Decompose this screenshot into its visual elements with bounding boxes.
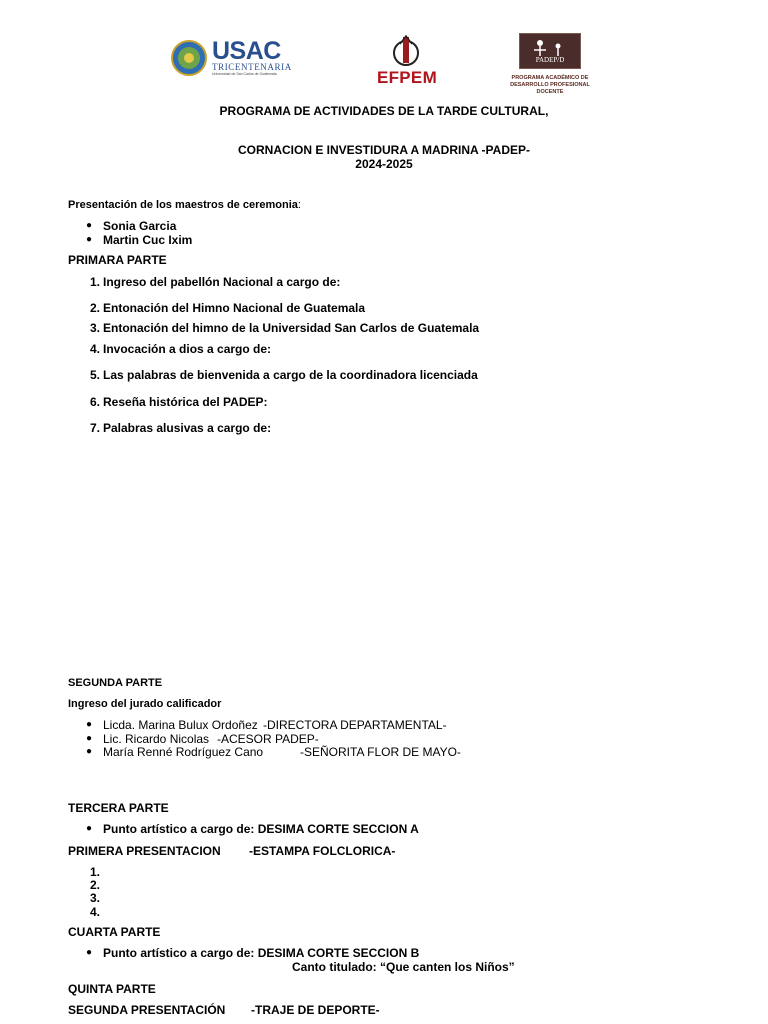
bullet-icon: ●	[86, 746, 93, 757]
document-subtitle: CORNACION E INVESTIDURA A MADRINA -PADEP-	[237, 143, 530, 157]
padep-caption-line1: PROGRAMA ACADÉMICO DE	[511, 75, 589, 81]
padep-emblem	[519, 33, 581, 69]
part2-subheading: Ingreso del jurado calificador	[68, 698, 222, 710]
part5-presentation-value: -TRAJE DE DEPORTE-	[251, 1003, 380, 1017]
padep-logo	[500, 33, 600, 93]
list-number: 3.	[89, 891, 100, 905]
padep-caption	[500, 75, 600, 96]
part3-presentation-value: -ESTAMPA FOLCLORICA-	[249, 844, 396, 858]
usac-wordmark: USAC	[212, 37, 281, 65]
intro-colon: :	[297, 199, 301, 211]
list-number: 2.	[89, 878, 100, 892]
list-number: 4.	[89, 905, 100, 919]
list-item: Las palabras de bienvenida a cargo de la coordinadora licenciada	[103, 368, 478, 382]
list-number: 4.	[89, 342, 100, 356]
list-number: 5.	[89, 368, 100, 382]
bullet-icon: ●	[86, 947, 93, 958]
host-item: Sonia Garcia	[103, 219, 177, 233]
usac-subtitle: TRICENTENARIA	[212, 62, 292, 72]
jury-name: Licda. Marina Bulux Ordoñez	[103, 718, 258, 732]
usac-caption: Universidad de San Carlos de Guatemala	[212, 72, 277, 76]
list-item: Invocación a dios a cargo de:	[103, 342, 272, 356]
jury-name: Lic. Ricardo Nicolas	[103, 732, 210, 746]
list-item: Palabras alusivas a cargo de:	[103, 421, 272, 435]
jury-role: -DIRECTORA DEPARTAMENTAL-	[263, 718, 447, 732]
list-number: 6.	[89, 395, 100, 409]
bullet-icon: ●	[86, 823, 93, 834]
part5-heading: QUINTA PARTE	[68, 982, 156, 996]
host-item: Martin Cuc Ixim	[103, 233, 193, 247]
part4-song-title: Canto titulado: “Que canten los Niños”	[292, 960, 515, 974]
efpem-wordmark: EFPEM	[376, 68, 438, 87]
bullet-icon: ●	[86, 220, 93, 231]
list-number: 1.	[89, 275, 100, 289]
list-number: 3.	[89, 321, 100, 335]
list-item: Ingreso del pabellón Nacional a cargo de:	[103, 275, 341, 289]
intro-label: Presentación de los maestros de ceremonia	[68, 199, 298, 211]
list-number: 7.	[89, 421, 100, 435]
jury-name: María Renné Rodríguez Cano	[103, 745, 264, 759]
document-years: 2024-2025	[355, 157, 413, 171]
list-item: Entonación del himno de la Universidad San Carlos de Guatemala	[103, 321, 480, 335]
jury-role: -ACESOR PADEP-	[217, 732, 319, 746]
part1-heading: PRIMARA PARTE	[68, 253, 167, 267]
bullet-icon: ●	[86, 719, 93, 730]
part3-bullet-item: Punto artístico a cargo de: DESIMA CORTE SECCION A	[103, 822, 419, 836]
part4-heading: CUARTA PARTE	[68, 925, 161, 939]
list-item: Entonación del Himno Nacional de Guatemala	[103, 301, 366, 315]
part3-heading: TERCERA PARTE	[68, 801, 169, 815]
list-number: 2.	[89, 301, 100, 315]
jury-role: -SEÑORITA FLOR DE MAYO-	[300, 745, 461, 759]
padep-caption-line2: DESARROLLO PROFESIONAL DOCENTE	[510, 82, 590, 95]
part4-bullet-item: Punto artístico a cargo de: DESIMA CORTE SECCION B	[103, 946, 420, 960]
padep-wordmark: PADEP/D	[535, 56, 565, 64]
efpem-logo	[360, 34, 454, 90]
list-item: Reseña histórica del PADEP:	[103, 395, 268, 409]
bullet-icon: ●	[86, 234, 93, 245]
document-title: PROGRAMA DE ACTIVIDADES DE LA TARDE CULTURAL,	[219, 104, 549, 118]
bullet-icon: ●	[86, 733, 93, 744]
part5-presentation-label: SEGUNDA PRESENTACIÓN	[68, 1003, 226, 1017]
intro-line	[68, 199, 301, 211]
part2-heading: SEGUNDA PARTE	[68, 677, 163, 689]
list-number: 1.	[89, 865, 100, 879]
usac-logo	[170, 38, 292, 78]
part3-presentation-label: PRIMERA PRESENTACION	[68, 844, 221, 858]
